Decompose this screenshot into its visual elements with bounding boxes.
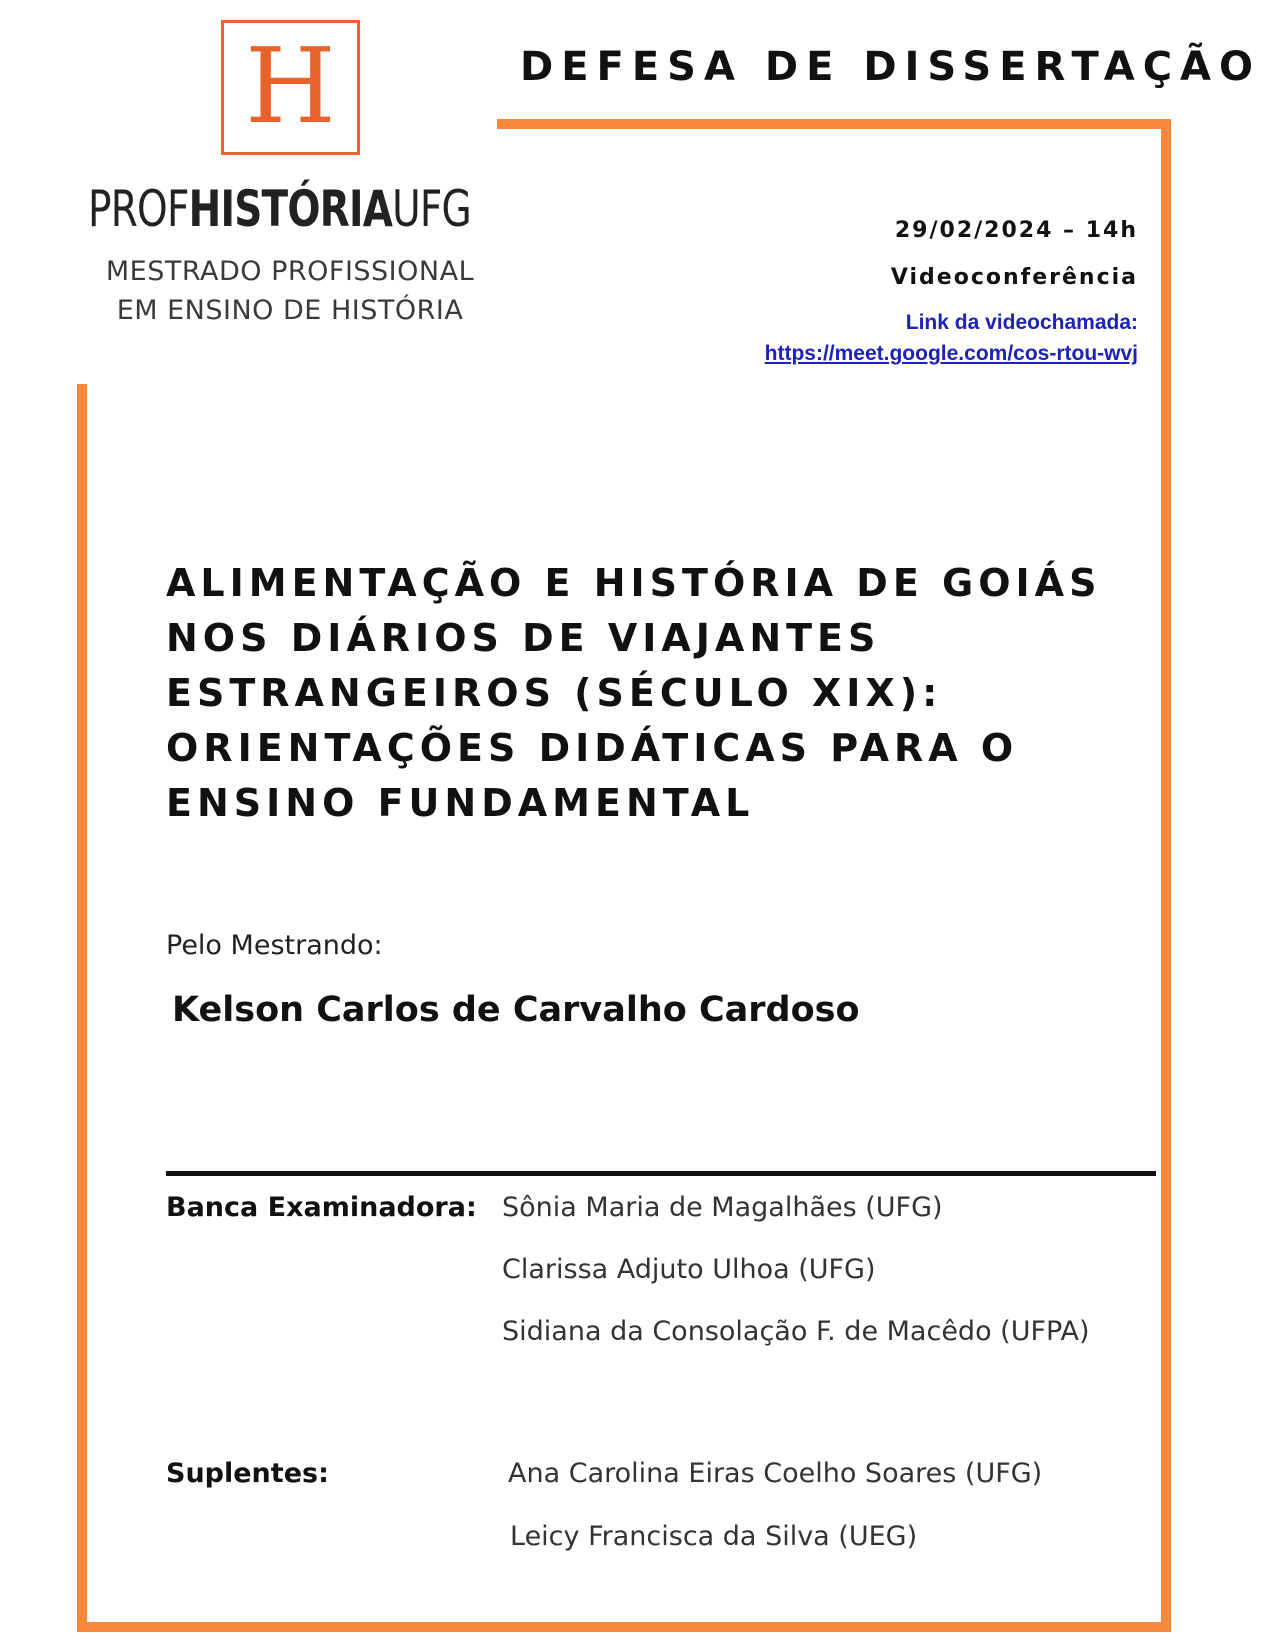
frame-top-line: [497, 119, 1171, 129]
committee-member: Clarissa Adjuto Ulhoa (UFG): [502, 1254, 876, 1285]
logo-h-box: [221, 20, 360, 155]
event-datetime: 29/02/2024 – 14h: [894, 218, 1138, 243]
committee-label: Banca Examinadora:: [166, 1192, 477, 1223]
thesis-title: [166, 556, 1136, 831]
brand-subtitle-line1: MESTRADO PROFISSIONAL: [105, 256, 475, 287]
frame-left-line: [77, 384, 87, 1632]
thesis-title-line: ESTRANGEIROS (SÉCULO XIX):: [166, 671, 943, 715]
brand-subtitle-line2: EM ENSINO DE HISTÓRIA: [116, 295, 464, 326]
committee-member: Sônia Maria de Magalhães (UFG): [502, 1192, 943, 1223]
alternate-member: Ana Carolina Eiras Coelho Soares (UFG): [508, 1458, 1043, 1489]
video-link-label: Link da videochamada:: [905, 311, 1138, 334]
alternates-label: Suplentes:: [166, 1458, 329, 1489]
brand-historia: HISTÓRIA: [188, 180, 393, 238]
candidate-label: Pelo Mestrando:: [166, 930, 383, 961]
thesis-title-line: ORIENTAÇÕES DIDÁTICAS PARA O: [166, 726, 1019, 770]
committee-member: Sidiana da Consolação F. de Macêdo (UFPA): [502, 1316, 1090, 1347]
frame-bottom-line: [77, 1622, 1171, 1632]
thesis-title-line: ALIMENTAÇÃO E HISTÓRIA DE GOIÁS: [166, 561, 1102, 605]
brand-wordmark: [88, 180, 471, 238]
logo-h-letter: H: [245, 24, 336, 147]
brand-ufg: UFG: [392, 180, 471, 238]
thesis-title-line: ENSINO FUNDAMENTAL: [166, 781, 755, 825]
page-title: DEFESA DE DISSERTAÇÃO: [520, 44, 1262, 90]
candidate-name: Kelson Carlos de Carvalho Cardoso: [172, 990, 860, 1030]
frame-right-line: [1161, 119, 1171, 1632]
alternate-member: Leicy Francisca da Silva (UEG): [510, 1521, 918, 1552]
brand-prof: PROF: [88, 180, 189, 238]
section-divider: [166, 1171, 1156, 1176]
video-call-link[interactable]: https://meet.google.com/cos-rtou-wvj: [764, 342, 1138, 365]
event-mode: Videoconferência: [890, 265, 1138, 290]
thesis-title-line: NOS DIÁRIOS DE VIAJANTES: [166, 616, 881, 660]
